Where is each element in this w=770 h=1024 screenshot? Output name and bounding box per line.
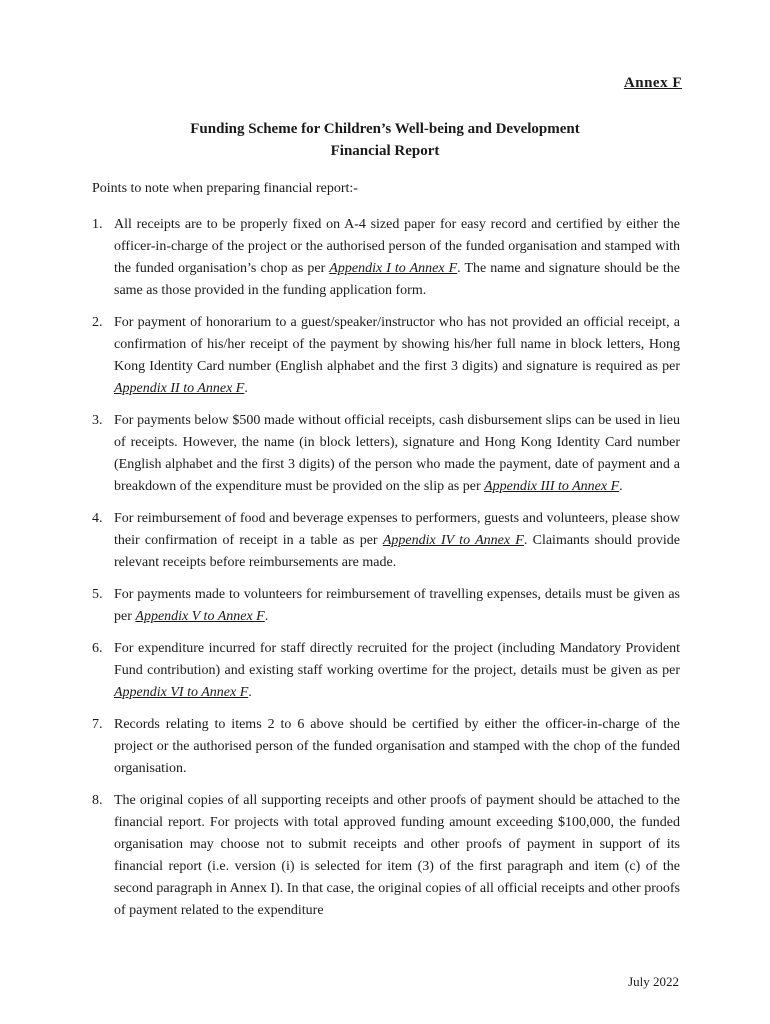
note-item-6 <box>92 638 680 704</box>
title-line-2: Financial Report <box>330 143 440 159</box>
item-number: 7. <box>92 717 103 732</box>
appendix-reference: Appendix V to Annex F <box>135 609 265 624</box>
note-item-1 <box>92 214 680 302</box>
note-item-2 <box>92 312 680 400</box>
item-number: 2. <box>92 315 103 330</box>
title-line-1: Funding Scheme for Children’s Well-being and Development <box>190 121 580 137</box>
note-item-8 <box>92 790 680 922</box>
footer-date: July 2022 <box>628 974 679 989</box>
appendix-reference: Appendix I to Annex F <box>329 261 458 276</box>
item-text: Records relating to items 2 to 6 above should be certified by either the officer-in-charge of the project or the authorised person of the funded organisation and stamped with the chop of the funded organisation. <box>114 717 680 776</box>
note-item-4 <box>92 508 680 574</box>
item-number: 1. <box>92 217 103 232</box>
item-text: For payments below $500 made without official receipts, cash disbursement slips can be used in lieu of receipts. However, the name (in block letters), signature and Hong Kong Identity Card number (English alphabet and the first 3 digits) of the person who made the payment, date of payment and a breakdown of the expenditure must be provided on the slip as per Appendix III to Annex F. <box>114 413 680 494</box>
item-number: 5. <box>92 587 103 602</box>
note-item-7 <box>92 714 680 780</box>
item-text: For payments made to volunteers for reimbursement of travelling expenses, details must be given as per Appendix V to Annex F. <box>114 587 680 624</box>
item-text: For payment of honorarium to a guest/speaker/instructor who has not provided an official receipt, a confirmation of his/her receipt of the payment by showing his/her full name in block letters, Hong Kong Identity Card number (English alphabet and the first 3 digits) and signature is required as per Appendix II to Annex F. <box>114 315 680 396</box>
item-number: 8. <box>92 793 103 808</box>
item-number: 4. <box>92 511 103 526</box>
item-text: For reimbursement of food and beverage expenses to performers, guests and volunteers, please show their confirmation of receipt in a table as per Appendix IV to Annex F. Claimants should provide relevant receipts before reimbursements are made. <box>114 511 680 570</box>
item-number: 3. <box>92 413 103 428</box>
appendix-reference: Appendix II to Annex F <box>114 381 245 396</box>
notes-list <box>92 214 680 932</box>
note-item-5 <box>92 584 680 628</box>
item-text: All receipts are to be properly fixed on A-4 sized paper for easy record and certified by either the officer-in-charge of the project or the authorised person of the funded organisation and stamped with the funded organisation’s chop as per Appendix I to Annex F. The name and signature should be the same as those provided in the funding application form. <box>114 217 680 298</box>
item-text: The original copies of all supporting receipts and other proofs of payment should be attached to the financial report. For projects with total approved funding amount exceeding $100,000, the funded organisation may choose not to submit receipts and other proofs of payment in support of its financial report (i.e. version (i) is selected for item (3) of the first paragraph and item (c) of the second paragraph in Annex I). In that case, the original copies of all official receipts and other proofs of payment related to the expenditure <box>114 793 680 918</box>
note-item-3 <box>92 410 680 498</box>
intro-text: Points to note when preparing financial report:- <box>92 181 358 196</box>
item-number: 6. <box>92 641 103 656</box>
appendix-reference: Appendix IV to Annex F <box>382 533 524 548</box>
appendix-reference: Appendix III to Annex F <box>484 479 620 494</box>
page-title <box>0 118 770 162</box>
appendix-reference: Appendix VI to Annex F <box>114 685 249 700</box>
annex-label: Annex F <box>623 75 682 91</box>
item-text: For expenditure incurred for staff directly recruited for the project (including Mandatory Provident Fund contribution) and existing staff working overtime for the project, details must be given as per Appendix VI to Annex F. <box>114 641 680 700</box>
